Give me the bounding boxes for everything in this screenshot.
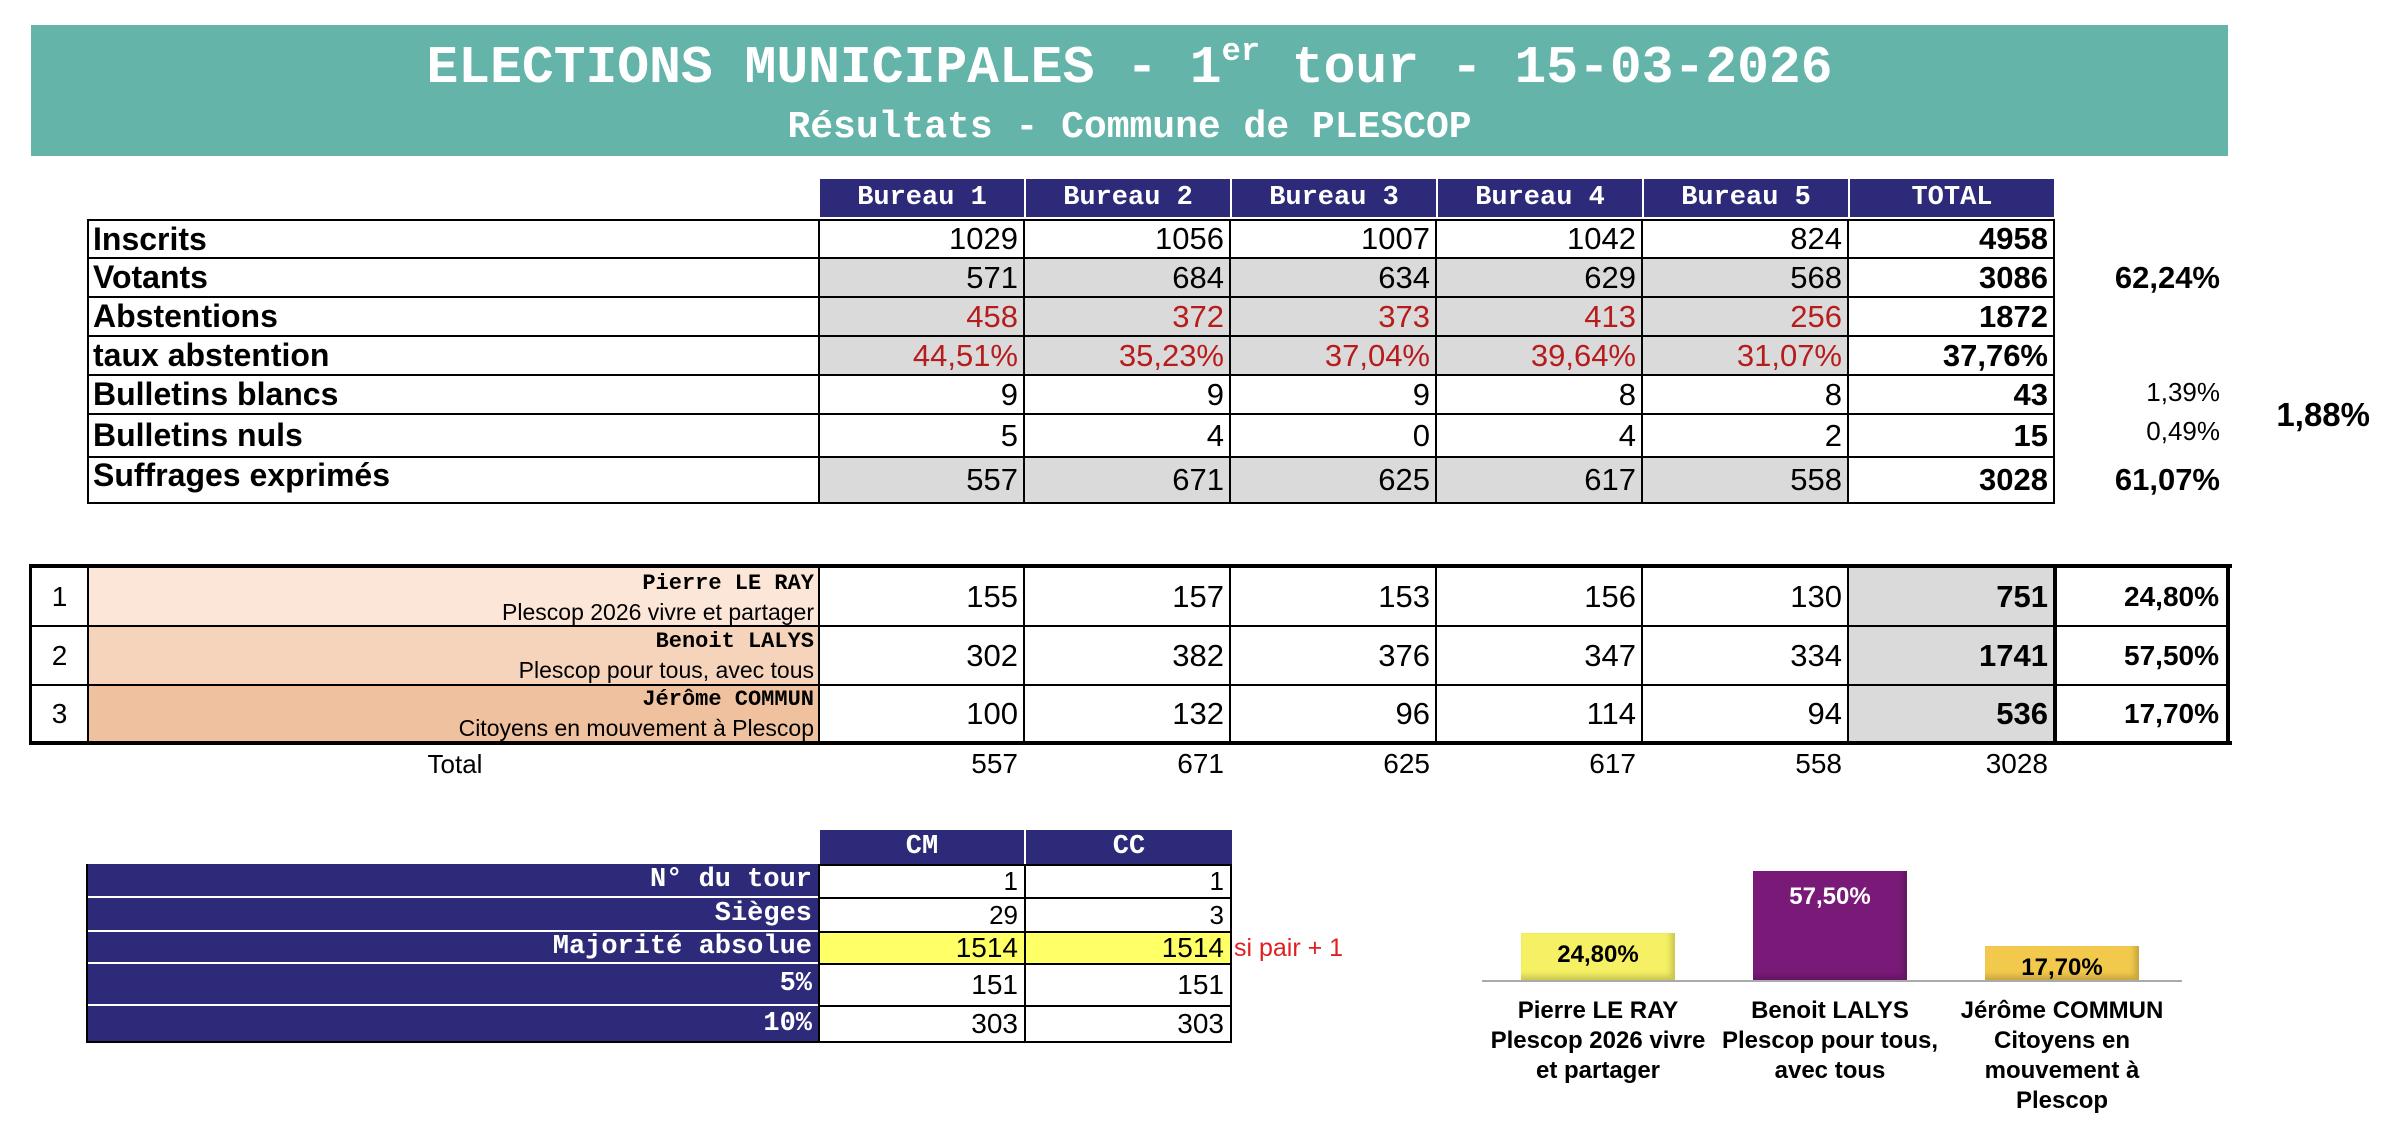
- cell-value: 1007: [1361, 221, 1430, 256]
- chart-data-label: 57,50%: [1789, 883, 1871, 910]
- cell-value: 9: [1000, 376, 1018, 412]
- candidate-list: Citoyens en mouvement à Plescop: [458, 715, 814, 741]
- cell-value: 458: [966, 298, 1018, 334]
- cell-total: 4958: [1979, 221, 2048, 256]
- candidate-name: Benoit LALYS: [655, 629, 814, 654]
- suffrages-pct: 61,07%: [2114, 462, 2220, 497]
- chart-data-label: 17,70%: [2021, 954, 2103, 981]
- col-header-bureau-5: Bureau 5: [1642, 179, 1848, 217]
- cell-value: 634: [1378, 259, 1430, 295]
- row-label-bulletins-nuls: Bulletins nuls: [93, 417, 303, 453]
- page-title: ELECTIONS MUNICIPALES - 1er tour - 15-03-2026: [426, 33, 1833, 98]
- cell-value: 302: [966, 637, 1018, 673]
- row-label-taux-abstention: taux abstention: [93, 337, 330, 373]
- seats-value: 1514: [1161, 932, 1224, 963]
- cell-value: 684: [1172, 259, 1224, 295]
- row-label-suffrages-exprimes: Suffrages exprimés: [93, 456, 391, 493]
- candidate-3-label: [91, 684, 818, 743]
- seats-label-majorite: Majorité absolue: [88, 932, 818, 964]
- cell-total: 1872: [1979, 298, 2048, 334]
- cell-value: 347: [1584, 637, 1636, 673]
- cell-value: 558: [1790, 462, 1842, 497]
- total-value: 557: [971, 748, 1018, 779]
- seats-label-5pct: 5%: [88, 964, 818, 1006]
- cell-value: 31,07%: [1736, 337, 1842, 373]
- chart-bar: [1753, 871, 1907, 980]
- cell-value: 8: [1824, 376, 1842, 412]
- candidate-list: Plescop pour tous, avec tous: [518, 657, 814, 683]
- cell-value: 413: [1584, 298, 1636, 334]
- cell-total: 751: [1996, 578, 2048, 614]
- cell-value: 9: [1412, 376, 1430, 412]
- seats-value: 151: [1177, 969, 1224, 1000]
- seats-value: 1: [1003, 866, 1018, 896]
- cell-value: 373: [1378, 298, 1430, 334]
- votants-pct: 62,24%: [2114, 259, 2220, 295]
- cell-value: 96: [1395, 695, 1430, 731]
- cell-value: 94: [1807, 695, 1842, 731]
- row-label-inscrits: Inscrits: [93, 220, 207, 257]
- chart-category-label: Pierre LE RAY Plescop 2026 vivre et partager: [1490, 997, 1706, 1084]
- col-header-bureau-1: Bureau 1: [818, 179, 1024, 217]
- cell-value: 35,23%: [1118, 337, 1224, 373]
- cell-value: 157: [1172, 578, 1224, 614]
- candidate-pct: 17,70%: [2124, 697, 2219, 729]
- cell-value: 557: [966, 462, 1018, 497]
- col-header-bureau-2: Bureau 2: [1024, 179, 1230, 217]
- candidate-name: Jérôme COMMUN: [642, 687, 814, 712]
- total-value: 671: [1177, 748, 1224, 779]
- candidate-number: 2: [51, 639, 68, 671]
- chart-bar: [1521, 933, 1675, 980]
- cell-value: 44,51%: [912, 337, 1018, 373]
- candidate-2-label: [91, 626, 818, 685]
- candidate-number: 3: [51, 697, 68, 729]
- cell-value: 671: [1172, 462, 1224, 497]
- cell-value: 130: [1790, 578, 1842, 614]
- seats-value: 29: [989, 899, 1018, 930]
- cell-value: 155: [966, 578, 1018, 614]
- majorite-note: si pair + 1: [1234, 933, 1344, 962]
- col-header-bureau-3: Bureau 3: [1230, 179, 1436, 217]
- total-value: 625: [1383, 748, 1430, 779]
- cell-value: 0: [1412, 417, 1430, 453]
- seats-value: 3: [1209, 899, 1224, 930]
- seats-label-sieges: Sièges: [88, 898, 818, 932]
- cell-value: 153: [1378, 578, 1430, 614]
- cell-value: 4: [1206, 417, 1224, 453]
- cell-total: 37,76%: [1942, 337, 2048, 373]
- candidate-pct: 24,80%: [2124, 580, 2219, 612]
- cell-value: 8: [1618, 376, 1636, 412]
- cell-value: 2: [1824, 417, 1842, 453]
- cell-value: 4: [1618, 417, 1636, 453]
- cell-value: 382: [1172, 637, 1224, 673]
- candidate-1-label: [91, 568, 818, 627]
- candidate-number: 1: [51, 580, 68, 612]
- chart-data-label: 24,80%: [1557, 941, 1639, 968]
- col-header-bureau-4: Bureau 4: [1436, 179, 1642, 217]
- total-value: 617: [1589, 748, 1636, 779]
- cell-value: 132: [1172, 695, 1224, 731]
- cell-total: 536: [1996, 695, 2048, 731]
- cell-value: 625: [1378, 462, 1430, 497]
- seats-label-10pct: 10%: [88, 1006, 818, 1042]
- seats-value: 1: [1209, 866, 1224, 896]
- total-value: 3028: [1985, 748, 2048, 779]
- cell-value: 5: [1000, 417, 1018, 453]
- candidate-name: Pierre LE RAY: [642, 571, 814, 596]
- cell-value: 617: [1584, 462, 1636, 497]
- cell-value: 114: [1586, 695, 1636, 731]
- cell-value: 1042: [1567, 221, 1636, 256]
- cell-total: 43: [2013, 376, 2048, 412]
- col-header-cm: CM: [818, 830, 1024, 864]
- nuls-pct: 0,49%: [2146, 415, 2220, 446]
- cell-value: 376: [1378, 637, 1430, 673]
- cell-value: 9: [1206, 376, 1224, 412]
- cell-value: 571: [966, 259, 1018, 295]
- page-subtitle: Résultats - Commune de PLESCOP: [787, 106, 1472, 149]
- row-label-abstentions: Abstentions: [93, 298, 278, 334]
- cell-total: 15: [2013, 417, 2048, 453]
- cell-value: 334: [1790, 637, 1842, 673]
- cell-value: 372: [1172, 298, 1224, 334]
- total-row-label: Total: [427, 748, 483, 779]
- cell-value: 1056: [1155, 221, 1224, 256]
- seats-value: 1514: [955, 932, 1018, 963]
- cell-value: 156: [1584, 578, 1636, 614]
- col-header-cc: CC: [1024, 830, 1232, 864]
- cell-total: 1741: [1979, 637, 2048, 673]
- cell-total: 3086: [1979, 259, 2048, 295]
- cell-value: 256: [1790, 298, 1842, 334]
- row-label-bulletins-blancs: Bulletins blancs: [93, 376, 339, 412]
- seats-value: 303: [1177, 1008, 1224, 1039]
- blancs-pct: 1,39%: [2146, 377, 2220, 407]
- cell-value: 39,64%: [1530, 337, 1636, 373]
- seats-value: 303: [971, 1008, 1018, 1039]
- blancs-nuls-total-pct: 1,88%: [2276, 396, 2370, 433]
- seats-value: 151: [971, 969, 1018, 1000]
- cell-value: 37,04%: [1324, 337, 1430, 373]
- total-value: 558: [1795, 748, 1842, 779]
- chart-category-label: Jérôme COMMUN Citoyens en mouvement à Plescop: [1960, 997, 2164, 1114]
- cell-total: 3028: [1979, 462, 2048, 497]
- chart-category-label: Benoit LALYS Plescop pour tous, avec tous: [1721, 997, 1939, 1084]
- candidate-pct: 57,50%: [2124, 639, 2219, 671]
- seats-label-tour: N° du tour: [88, 864, 818, 898]
- row-label-votants: Votants: [93, 259, 208, 295]
- cell-value: 629: [1584, 259, 1636, 295]
- cell-value: 824: [1790, 221, 1842, 256]
- cell-value: 100: [966, 695, 1018, 731]
- cell-value: 568: [1790, 259, 1842, 295]
- title-banner: [31, 25, 2228, 156]
- candidate-list: Plescop 2026 vivre et partager: [502, 599, 814, 625]
- chart-bar: [1985, 946, 2139, 980]
- cell-value: 1029: [949, 221, 1018, 256]
- col-header-total: TOTAL: [1848, 179, 2054, 217]
